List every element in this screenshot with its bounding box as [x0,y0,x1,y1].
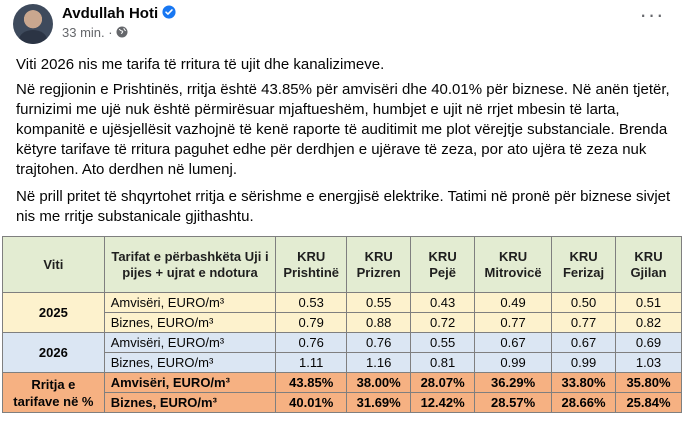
table-cell: 0.76 [276,333,347,353]
table-cell: 33.80% [552,373,616,393]
row-label: Biznes, EURO/m³ [104,313,275,333]
table-cell: 40.01% [276,393,347,413]
table-cell: 36.29% [475,373,552,393]
table-cell: 0.79 [276,313,347,333]
table-cell: 0.88 [347,313,411,333]
post-paragraph-3: Në prill pritet të shqyrtohet rritja e sërishme e energjisë elektrike. Tatimi në pronë për biznese sivjet nis me rritje substanicale gjithashtu. [16,188,671,225]
tariff-table [2,236,682,413]
table-cell: 35.80% [616,373,682,393]
row-label: Amvisëri, EURO/m³ [104,373,275,393]
post-meta [62,25,128,40]
row-label: Amvisëri, EURO/m³ [104,293,275,313]
header-kru-ferizaj: KRU Ferizaj [552,237,616,293]
table-cell: 0.67 [552,333,616,353]
table-cell: 0.99 [475,353,552,373]
table-cell: 0.76 [347,333,411,353]
table-row [3,293,682,313]
table-cell: 0.77 [552,313,616,333]
header-kru-peje: KRU Pejë [411,237,475,293]
table-row [3,313,682,333]
table-cell: 0.77 [475,313,552,333]
header-year: Viti [3,237,105,293]
row-label: Amvisëri, EURO/m³ [104,333,275,353]
table-cell: 1.03 [616,353,682,373]
table-cell: 28.57% [475,393,552,413]
table-cell: 38.00% [347,373,411,393]
table-cell: 0.51 [616,293,682,313]
table-cell: 28.66% [552,393,616,413]
table-cell: 1.16 [347,353,411,373]
post-paragraph-1: Viti 2026 nis me tarifa të rritura të ujit dhe kanalizimeve. [16,56,385,73]
table-cell: 0.72 [411,313,475,333]
table-cell: 31.69% [347,393,411,413]
globe-icon [116,26,128,38]
author-name-text[interactable]: Avdullah Hoti [62,5,159,22]
table-cell: 1.11 [276,353,347,373]
table-cell: 0.55 [411,333,475,353]
row-label: Biznes, EURO/m³ [104,353,275,373]
year-2026: 2026 [3,333,105,373]
post-time[interactable]: 33 min. · [62,25,113,40]
header-kru-prizren: KRU Prizren [347,237,411,293]
table-cell: 0.49 [475,293,552,313]
row-label: Biznes, EURO/m³ [104,393,275,413]
table-cell: 0.99 [552,353,616,373]
header-tariffs: Tarifat e përbashkëta Uji i pijes + ujrat e ndotura [104,237,275,293]
table-cell: 0.55 [347,293,411,313]
table-cell: 0.53 [276,293,347,313]
year-2025: 2025 [3,293,105,333]
table-header-row [3,237,682,293]
table-cell: 12.42% [411,393,475,413]
table-cell: 0.67 [475,333,552,353]
header-kru-gjilan: KRU Gjilan [616,237,682,293]
table-row [3,373,682,393]
table-row [3,333,682,353]
table-cell: 0.81 [411,353,475,373]
table-cell: 25.84% [616,393,682,413]
table-cell: 0.69 [616,333,682,353]
table-row [3,393,682,413]
table-row [3,353,682,373]
verified-badge-icon [162,5,176,19]
header-kru-mitrovice: KRU Mitrovicë [475,237,552,293]
growth-label: Rritja e tarifave në % [3,373,105,413]
table-cell: 0.50 [552,293,616,313]
author-name[interactable] [62,5,176,22]
table-cell: 0.82 [616,313,682,333]
header-kru-prishtine: KRU Prishtinë [276,237,347,293]
table-cell: 0.43 [411,293,475,313]
post-header [0,0,684,52]
post-paragraph-2: Në regjionin e Prishtinës, rritja është 43.85% për amvisëri dhe 40.01% për biznese. Në anën tjetër, furnizimi me ujë nuk është përmirësuar mjaftueshëm, humbjet e ujit në rrjet mbesin të larta, kompanitë e ujësjellësit vazhojnë të kenë raporte të auditimit me plot vërejtje substanciale. Brenda këtyre tarifave të rritura paguhet edhe për derdhjen e ujërave të zeza, por ato ujëra të zeza nuk trajtohen. Ato derdhen në lumenj. [16,81,670,178]
avatar[interactable] [13,4,53,44]
more-options-icon[interactable]: ··· [639,2,665,27]
table-cell: 43.85% [276,373,347,393]
table-cell: 28.07% [411,373,475,393]
